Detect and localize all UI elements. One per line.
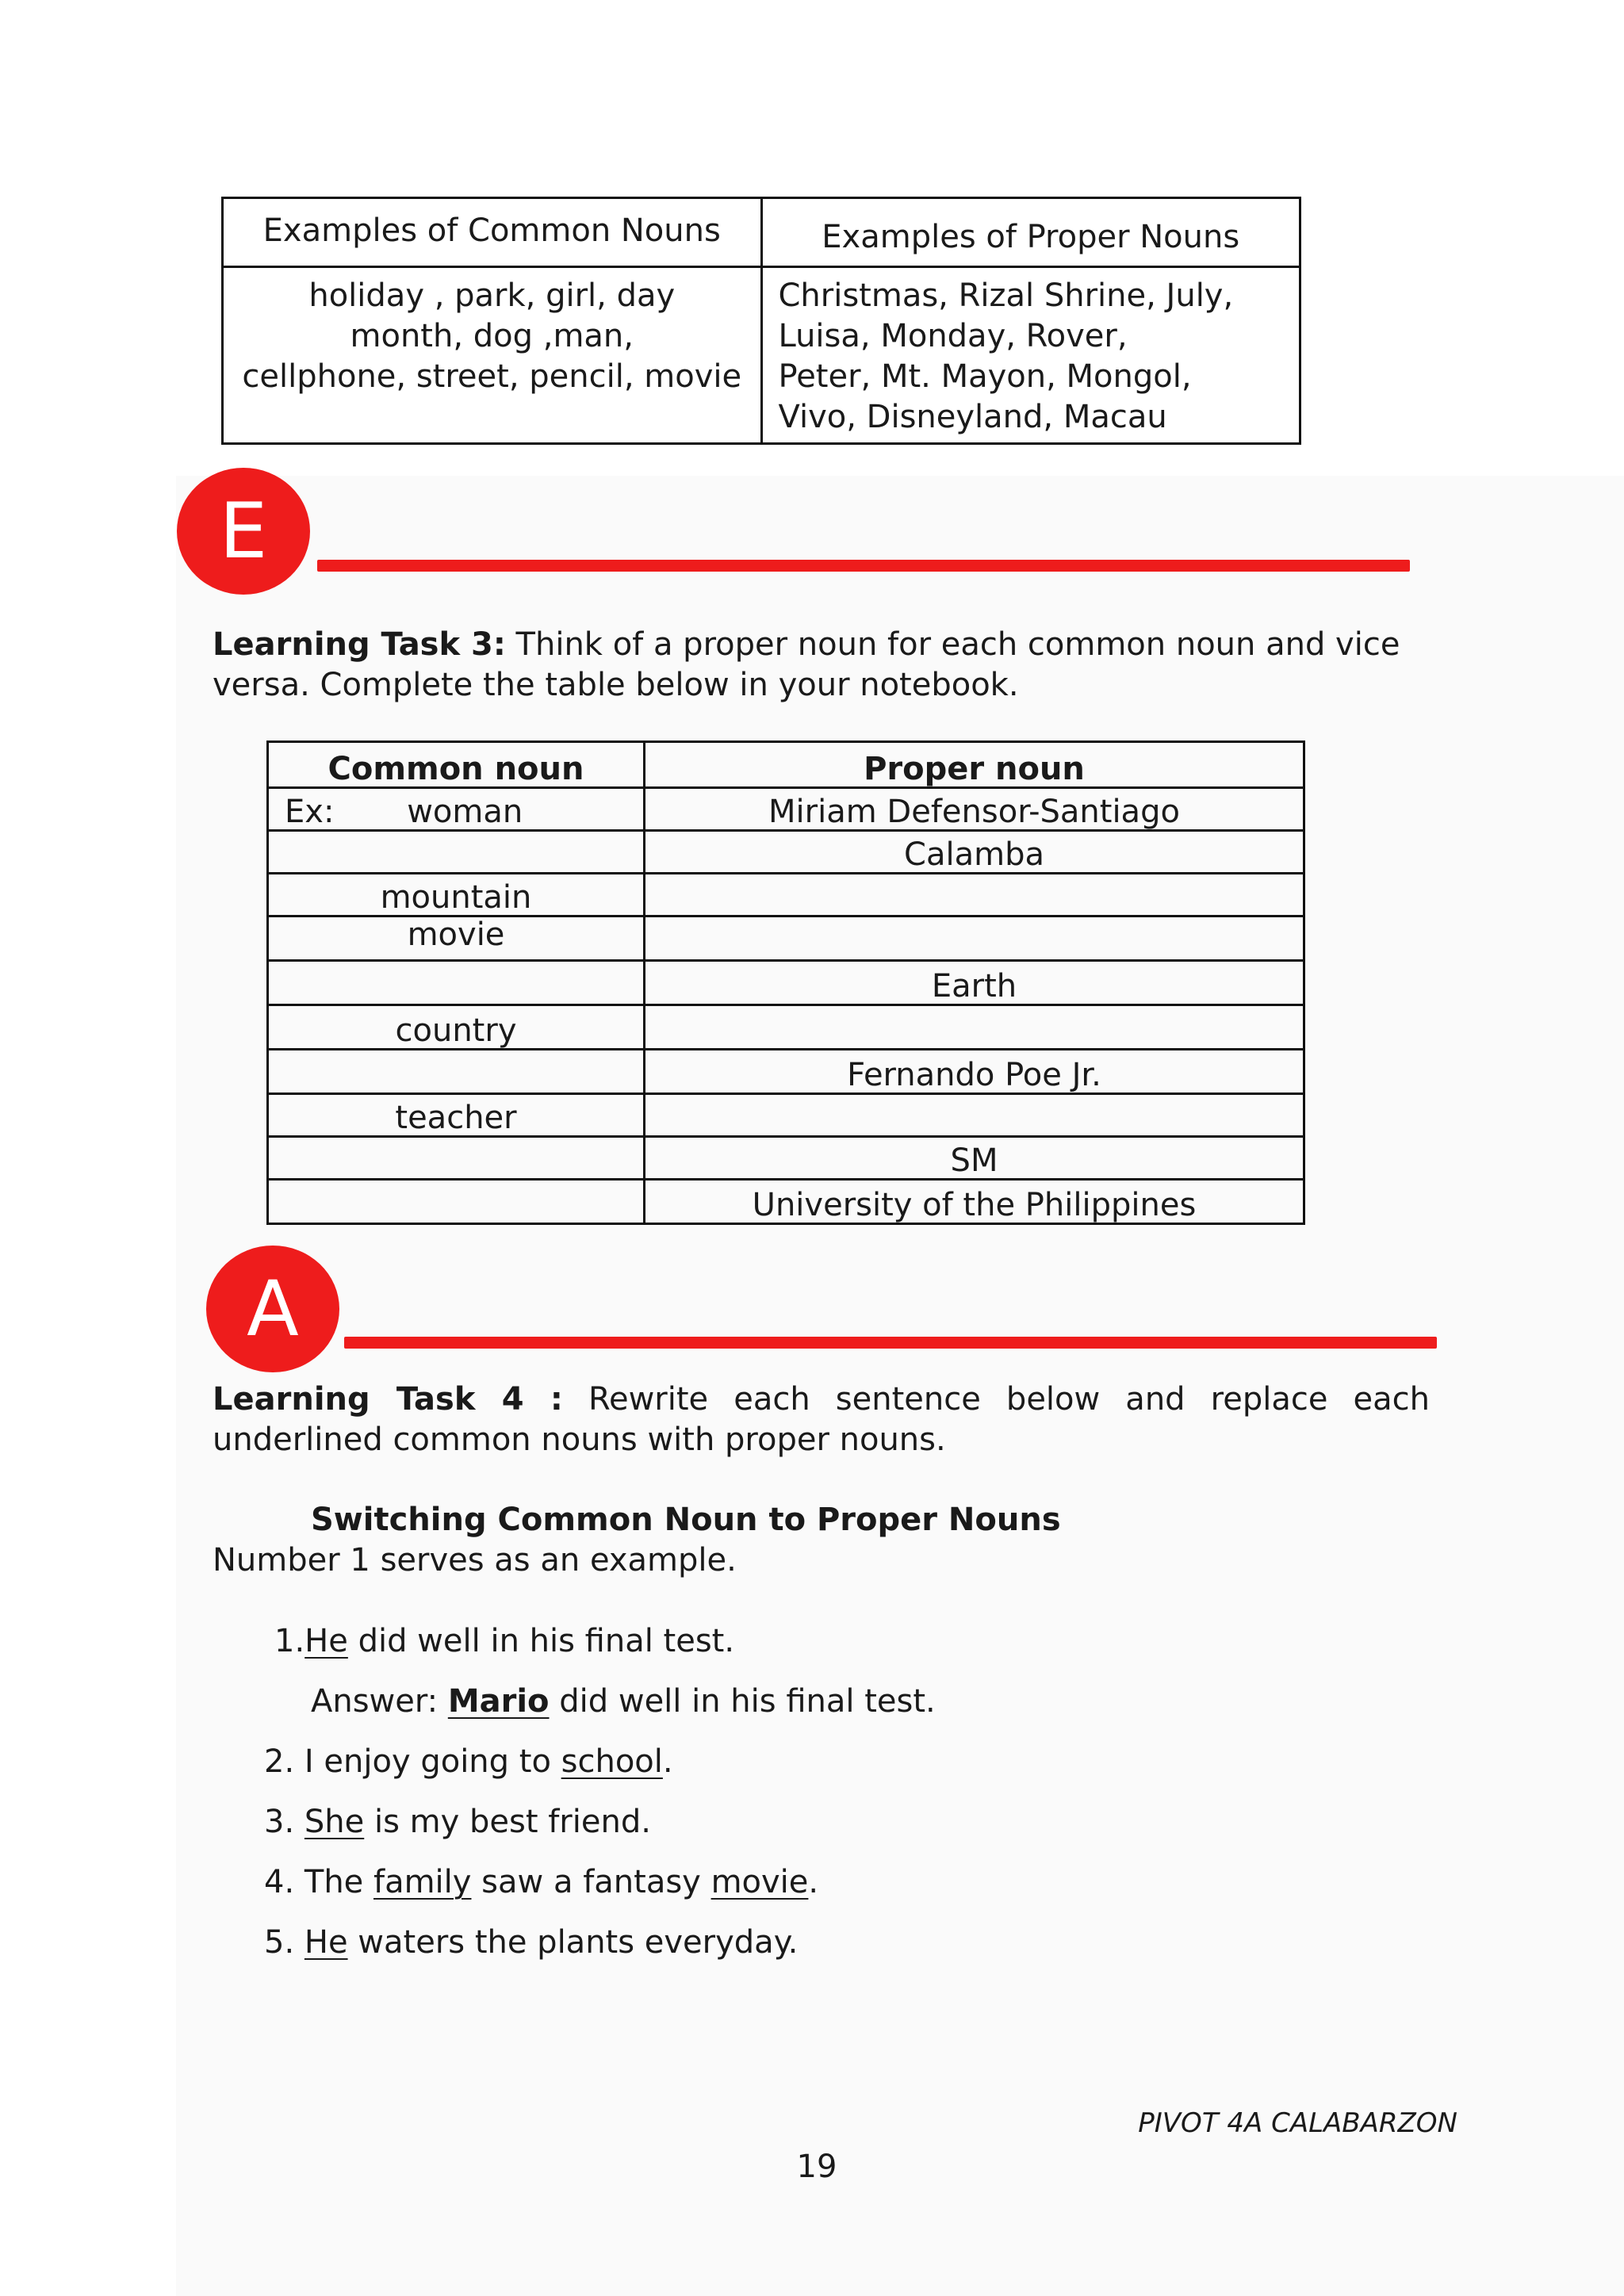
table-cell-common bbox=[268, 1180, 645, 1224]
sentence-5: 5. He waters the plants everyday. bbox=[264, 1924, 799, 1961]
table-cell-proper: SM bbox=[645, 1137, 1304, 1180]
sentence-3: 3. She is my best friend. bbox=[264, 1804, 651, 1840]
task4-line-1: Learning Task 4 : Rewrite each sentence below and replace each bbox=[213, 1381, 1430, 1418]
table-cell-common bbox=[268, 831, 645, 874]
table-cell-common: teacher bbox=[268, 1094, 645, 1137]
proper-nouns-examples bbox=[761, 267, 1300, 444]
sentence-1: 1.He did well in his final test. bbox=[274, 1623, 735, 1659]
underlined-noun: He bbox=[304, 1924, 348, 1961]
table-cell-proper bbox=[645, 916, 1304, 961]
underlined-noun: school bbox=[561, 1743, 663, 1780]
table-cell-common: mountain bbox=[268, 874, 645, 916]
sentence-4: 4. The family saw a fantasy movie. bbox=[264, 1864, 819, 1900]
common-line: cellphone, street, pencil, movie bbox=[242, 358, 742, 395]
table-cell-proper bbox=[645, 1005, 1304, 1050]
table-cell-proper bbox=[645, 874, 1304, 916]
common-nouns-examples bbox=[223, 267, 762, 444]
table-cell-common: Ex: woman bbox=[268, 788, 645, 831]
table-cell-common: country bbox=[268, 1005, 645, 1050]
footer-brand: PIVOT 4A CALABARZON bbox=[1138, 2107, 1457, 2139]
common-nouns-header: Examples of Common Nouns bbox=[223, 198, 762, 267]
table-cell-common bbox=[268, 1050, 645, 1094]
task4-instructions bbox=[213, 1380, 1430, 1460]
task4-label: Learning Task 4 : bbox=[213, 1381, 563, 1418]
underlined-noun: She bbox=[304, 1804, 365, 1840]
sentence-2: 2. I enjoy going to school. bbox=[264, 1743, 673, 1780]
example-note: Number 1 serves as an example. bbox=[213, 1542, 737, 1578]
common-line: holiday , park, girl, day bbox=[308, 277, 676, 314]
page-number: 19 bbox=[796, 2149, 837, 2185]
section-e-badge: E bbox=[177, 468, 310, 595]
underlined-noun: movie bbox=[710, 1864, 809, 1900]
task3-text-2: versa. Complete the table below in your notebook. bbox=[213, 667, 1019, 703]
table-cell-proper: University of the Philippines bbox=[645, 1180, 1304, 1224]
section-a-rule bbox=[344, 1337, 1437, 1349]
underlined-noun: He bbox=[304, 1623, 348, 1659]
common-line: month, dog ,man, bbox=[350, 318, 634, 354]
example-prefix: Ex: bbox=[285, 794, 335, 830]
table-cell-proper bbox=[645, 1094, 1304, 1137]
answer-line: Answer: Mario did well in his final test. bbox=[311, 1683, 936, 1720]
proper-line: Vivo, Disneyland, Macau bbox=[778, 399, 1167, 435]
common-noun-header: Common noun bbox=[268, 742, 645, 788]
table-cell-proper: Miriam Defensor-Santiago bbox=[645, 788, 1304, 831]
proper-line: Christmas, Rizal Shrine, July, bbox=[778, 277, 1234, 314]
proper-line: Luisa, Monday, Rover, bbox=[778, 318, 1128, 354]
section-e-rule bbox=[317, 560, 1410, 572]
table-cell-common bbox=[268, 961, 645, 1005]
task3-text-1: Think of a proper noun for each common noun and vice bbox=[505, 626, 1400, 663]
proper-noun-header: Proper noun bbox=[645, 742, 1304, 788]
table-cell-common: movie bbox=[268, 916, 645, 961]
table-cell-proper: Calamba bbox=[645, 831, 1304, 874]
underlined-noun: family bbox=[373, 1864, 472, 1900]
switching-subheading: Switching Common Noun to Proper Nouns bbox=[311, 1502, 1061, 1538]
task4-line-2: underlined common nouns with proper nouns. bbox=[213, 1422, 946, 1458]
task3-table bbox=[266, 740, 1305, 1225]
section-a-badge: A bbox=[206, 1246, 339, 1372]
task3-instructions bbox=[213, 625, 1434, 706]
noun-examples-table bbox=[221, 197, 1301, 445]
answer-proper-noun: Mario bbox=[447, 1683, 550, 1720]
table-cell-common bbox=[268, 1137, 645, 1180]
proper-nouns-header: Examples of Proper Nouns bbox=[761, 198, 1300, 267]
table-cell-proper: Fernando Poe Jr. bbox=[645, 1050, 1304, 1094]
task3-label: Learning Task 3: bbox=[213, 626, 506, 663]
proper-line: Peter, Mt. Mayon, Mongol, bbox=[778, 358, 1192, 395]
table-cell-proper: Earth bbox=[645, 961, 1304, 1005]
